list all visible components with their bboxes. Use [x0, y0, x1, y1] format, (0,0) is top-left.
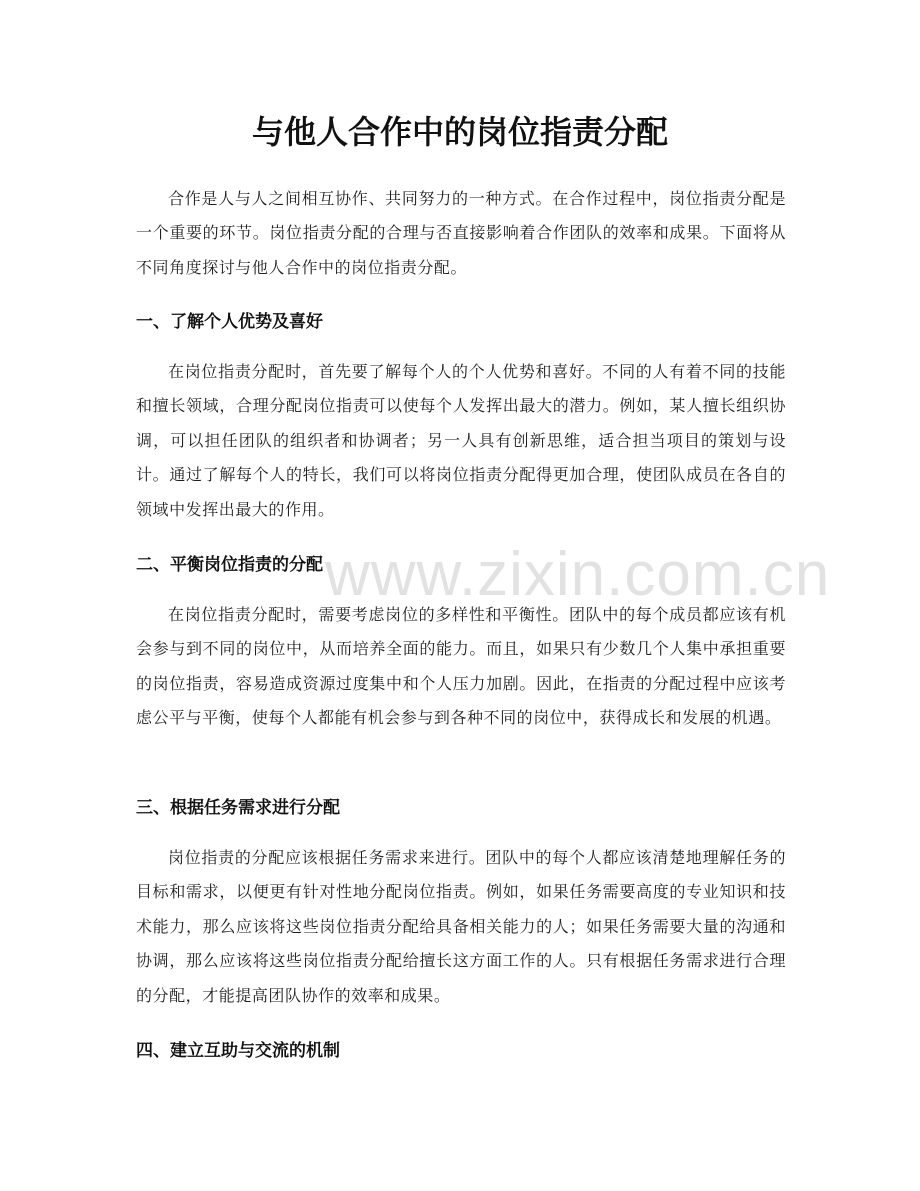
section-heading-1: 一、了解个人优势及喜好: [136, 312, 323, 332]
intro-paragraph: 合作是人与人之间相互协作、共同努力的一种方式。在合作过程中，岗位指责分配是一个重要的环节。岗位指责分配的合理与否直接影响着合作团队的效率和成果。下面将从不同角度探讨与他人合作中的岗位指责分配。: [136, 189, 786, 277]
site-watermark: www.zixin.com.cn: [325, 540, 831, 609]
document-title: 与他人合作中的岗位指责分配: [251, 113, 668, 151]
section-heading-3: 三、根据任务需求进行分配: [136, 798, 340, 818]
section-paragraph-2: 在岗位指责分配时，需要考虑岗位的多样性和平衡性。团队中的每个成员都应该有机会参与到不同的岗位中，从而培养全面的能力。而且，如果只有少数几个人集中承担重要的岗位指责，容易造成资源过度集中和个人压力加剧。因此，在指责的分配过程中应该考虑公平与平衡，使每个人都能有机会参与到各种不同的岗位中，获得成长和发展的机遇。: [136, 605, 786, 728]
section-paragraph-1: 在岗位指责分配时，首先要了解每个人的个人优势和喜好。不同的人有着不同的技能和擅长领域，合理分配岗位指责可以使每个人发挥出最大的潜力。例如，某人擅长组织协调，可以担任团队的组织者和协调者；另一人具有创新思维，适合担当项目的策划与设计。通过了解每个人的特长，我们可以将岗位指责分配得更加合理，使团队成员在各自的领域中发挥出最大的作用。: [136, 362, 786, 519]
section-heading-2: 二、平衡岗位指责的分配: [136, 555, 323, 575]
section-paragraph-3: 岗位指责的分配应该根据任务需求来进行。团队中的每个人都应该清楚地理解任务的目标和需求，以便更有针对性地分配岗位指责。例如，如果任务需要高度的专业知识和技术能力，那么应该将这些岗位指责分配给具备相关能力的人；如果任务需要大量的沟通和协调，那么应该将这些岗位指责分配给擅长这方面工作的人。只有根据任务需求进行合理的分配，才能提高团队协作的效率和成果。: [136, 848, 786, 1005]
section-heading-4: 四、建立互助与交流的机制: [136, 1041, 340, 1061]
